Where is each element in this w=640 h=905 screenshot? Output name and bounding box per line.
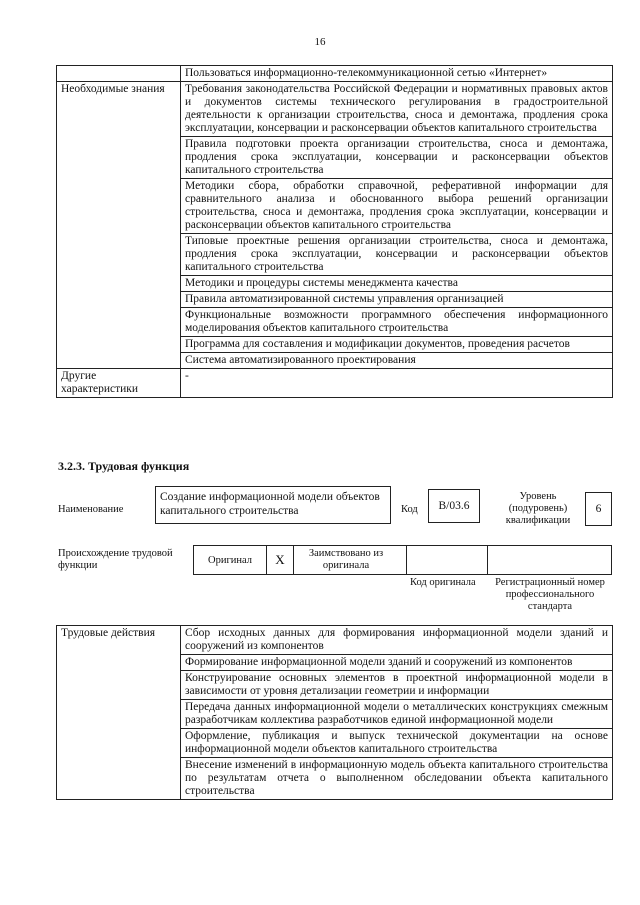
origin-label: Происхождение трудовой функции bbox=[58, 548, 173, 571]
section-heading: 3.2.3. Трудовая функция bbox=[58, 459, 190, 473]
labor-action-item: Формирование информационной модели зданий и сооружений из компонентов bbox=[181, 655, 613, 671]
code-value: B/03.6 bbox=[428, 489, 480, 523]
table-row bbox=[57, 369, 613, 398]
knowledge-item: Методики сбора, обработки справочной, реферативной информации для сравнительного анализа и обоснованного выбора решений организации строительства, сноса и демонтажа, продления срока эксплуатации, консервации и расконсервации объектов капитального строительства bbox=[181, 179, 613, 234]
knowledge-item: Типовые проектные решения организации строительства, сноса и демонтажа, продления срока эксплуатации, консервации и расконсервации объектов капитального строительства bbox=[181, 234, 613, 276]
table-row bbox=[57, 626, 613, 655]
knowledge-item: Функциональные возможности программного обеспечения информационного моделирования объектов капитального строительства bbox=[181, 308, 613, 337]
labor-actions-table bbox=[56, 625, 613, 800]
skill-cell: Пользоваться информационно-телекоммуникационной сетью «Интернет» bbox=[181, 66, 613, 82]
code-original-cell bbox=[406, 546, 488, 574]
table-row bbox=[57, 66, 613, 82]
labor-action-item: Внесение изменений в информационную модель объекта капитального строительства по результатам отчета о выполненном обследовании объекта капитального строительства bbox=[181, 758, 613, 800]
reg-number-label: Регистрационный номер профессионального стандарта bbox=[495, 577, 605, 612]
knowledge-table bbox=[56, 65, 613, 398]
labor-action-item: Сбор исходных данных для формирования информационной модели зданий и сооружений из компонентов bbox=[181, 626, 613, 655]
knowledge-item: Методики и процедуры системы менеджмента качества bbox=[181, 276, 613, 292]
other-value: - bbox=[181, 369, 613, 398]
knowledge-item: Программа для составления и модификации документов, проведения расчетов bbox=[181, 337, 613, 353]
origin-box bbox=[193, 545, 612, 575]
labor-actions-label: Трудовые действия bbox=[57, 626, 181, 800]
code-label: Код bbox=[401, 504, 418, 515]
labor-action-item: Передача данных информационной модели о металлических конструкциях смежным разработчикам коллектива разработчиков единой информационной модели bbox=[181, 700, 613, 729]
knowledge-item: Система автоматизированного проектирования bbox=[181, 353, 613, 369]
original-label: Оригинал bbox=[208, 555, 252, 566]
labor-action-item: Оформление, публикация и выпуск технической документации на основе информационной модели объектов капитального строительства bbox=[181, 729, 613, 758]
level-value: 6 bbox=[585, 492, 612, 526]
borrowed-label: Заимствовано из оригинала bbox=[308, 548, 384, 571]
name-value: Создание информационной модели объектов капитального строительства bbox=[155, 486, 391, 524]
code-original-label: Код оригинала bbox=[410, 577, 476, 588]
knowledge-item: Требования законодательства Российской Федерации и нормативных правовых актов и документов системы технического регулирования в градостроительной деятельности к организации строительства, сноса и демонтажа, продления срока эксплуатации, консервации и расконсервации объектов капитального строительства bbox=[181, 82, 613, 137]
level-label: Уровень (подуровень) квалификации bbox=[505, 491, 571, 526]
other-label: Другие характеристики bbox=[57, 369, 181, 398]
name-label: Наименование bbox=[58, 504, 124, 515]
knowledge-item: Правила автоматизированной системы управления организацией bbox=[181, 292, 613, 308]
empty-cell bbox=[57, 66, 181, 82]
page-number: 16 bbox=[314, 36, 326, 48]
labor-action-item: Конструирование основных элементов в проектной информационной модели в зависимости от уровня детализации геометрии и информации bbox=[181, 671, 613, 700]
knowledge-label: Необходимые знания bbox=[57, 82, 181, 369]
knowledge-item: Правила подготовки проекта организации строительства, сноса и демонтажа, продления срока эксплуатации, консервации и расконсервации объектов капитального строительства bbox=[181, 137, 613, 179]
original-mark: X bbox=[266, 546, 294, 574]
table-row bbox=[57, 82, 613, 137]
